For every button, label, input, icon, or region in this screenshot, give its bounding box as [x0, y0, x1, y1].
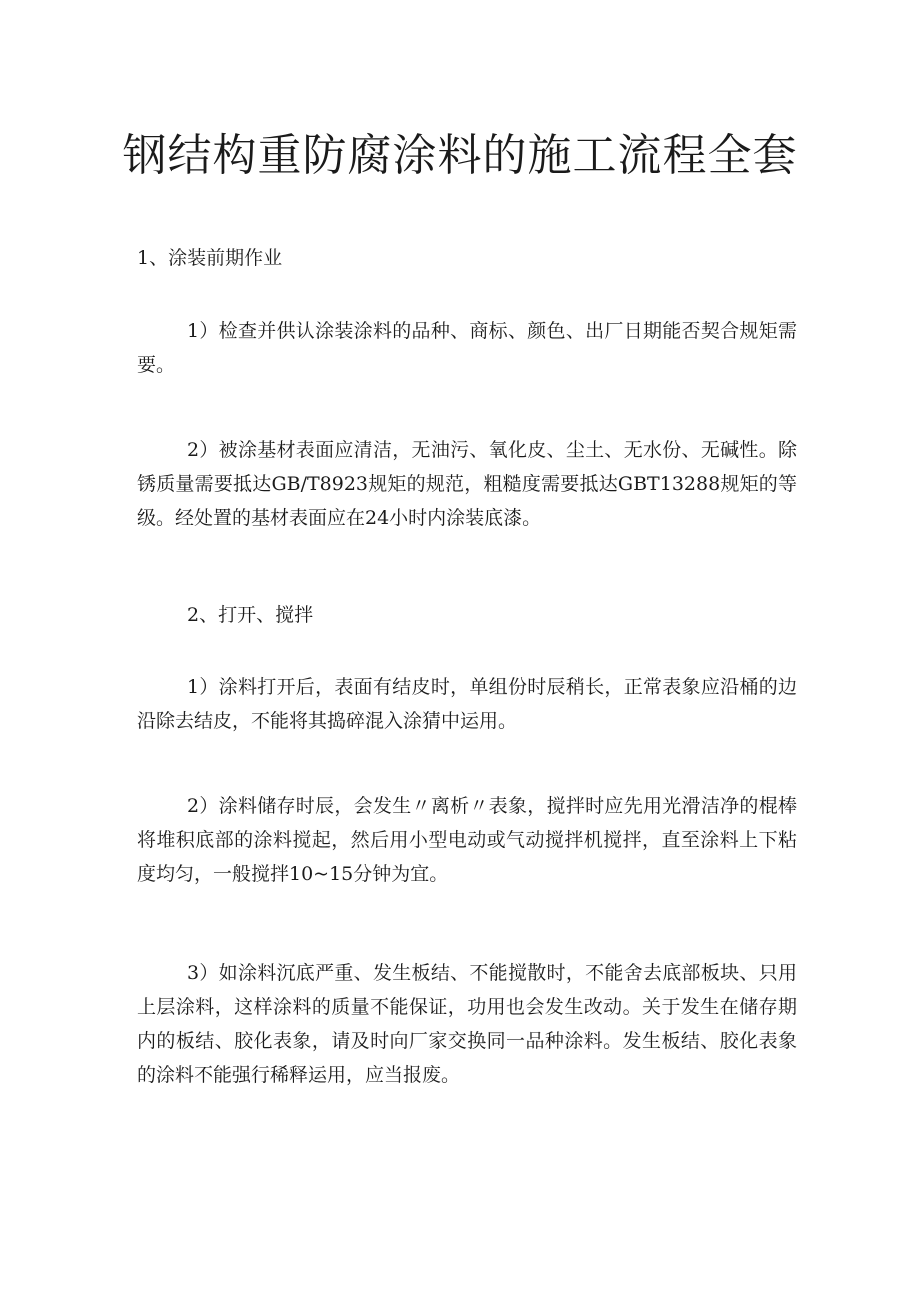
paragraph-3: 1）涂料打开后，表面有结皮时，单组份时辰稍长，正常表象应沿桶的边沿除去结皮，不能将其捣碎混入涂猜中运用。: [137, 676, 797, 732]
paragraph-5: 3）如涂料沉底严重、发生板结、不能搅散时，不能舍去底部板块、只用上层涂料，这样涂料的质量不能保证，功用也会发生改动。关于发生在储存期内的板结、胶化表象，请及时向厂家交换同一品种涂料。发生板结、胶化表象的涂料不能强行稀释运用，应当报废。: [137, 962, 797, 1086]
document-title: 钢结构重防腐涂料的施工流程全套: [122, 130, 798, 181]
paragraph-1: 1）检查并供认涂装涂料的品种、商标、颜色、出厂日期能否契合规矩需要。: [137, 320, 797, 376]
section-heading-1: 1、涂装前期作业: [137, 247, 283, 269]
paragraph-4: 2）涂料储存时辰，会发生〃离析〃表象，搅拌时应先用光滑洁净的棍棒将堆积底部的涂料搅起，然后用小型电动或气动搅拌机搅拌，直至涂料上下粘度均匀，一般搅拌10~15分钟为宜。: [137, 795, 797, 885]
section-heading-2: 2、打开、搅拌: [187, 604, 314, 626]
paragraph-2: 2）被涂基材表面应清洁，无油污、氧化皮、尘土、无水份、无碱性。除锈质量需要抵达GB/T8923规矩的规范，粗糙度需要抵达GBT13288规矩的等级。经处置的基材表面应在24小时内涂装底漆。: [137, 439, 797, 529]
